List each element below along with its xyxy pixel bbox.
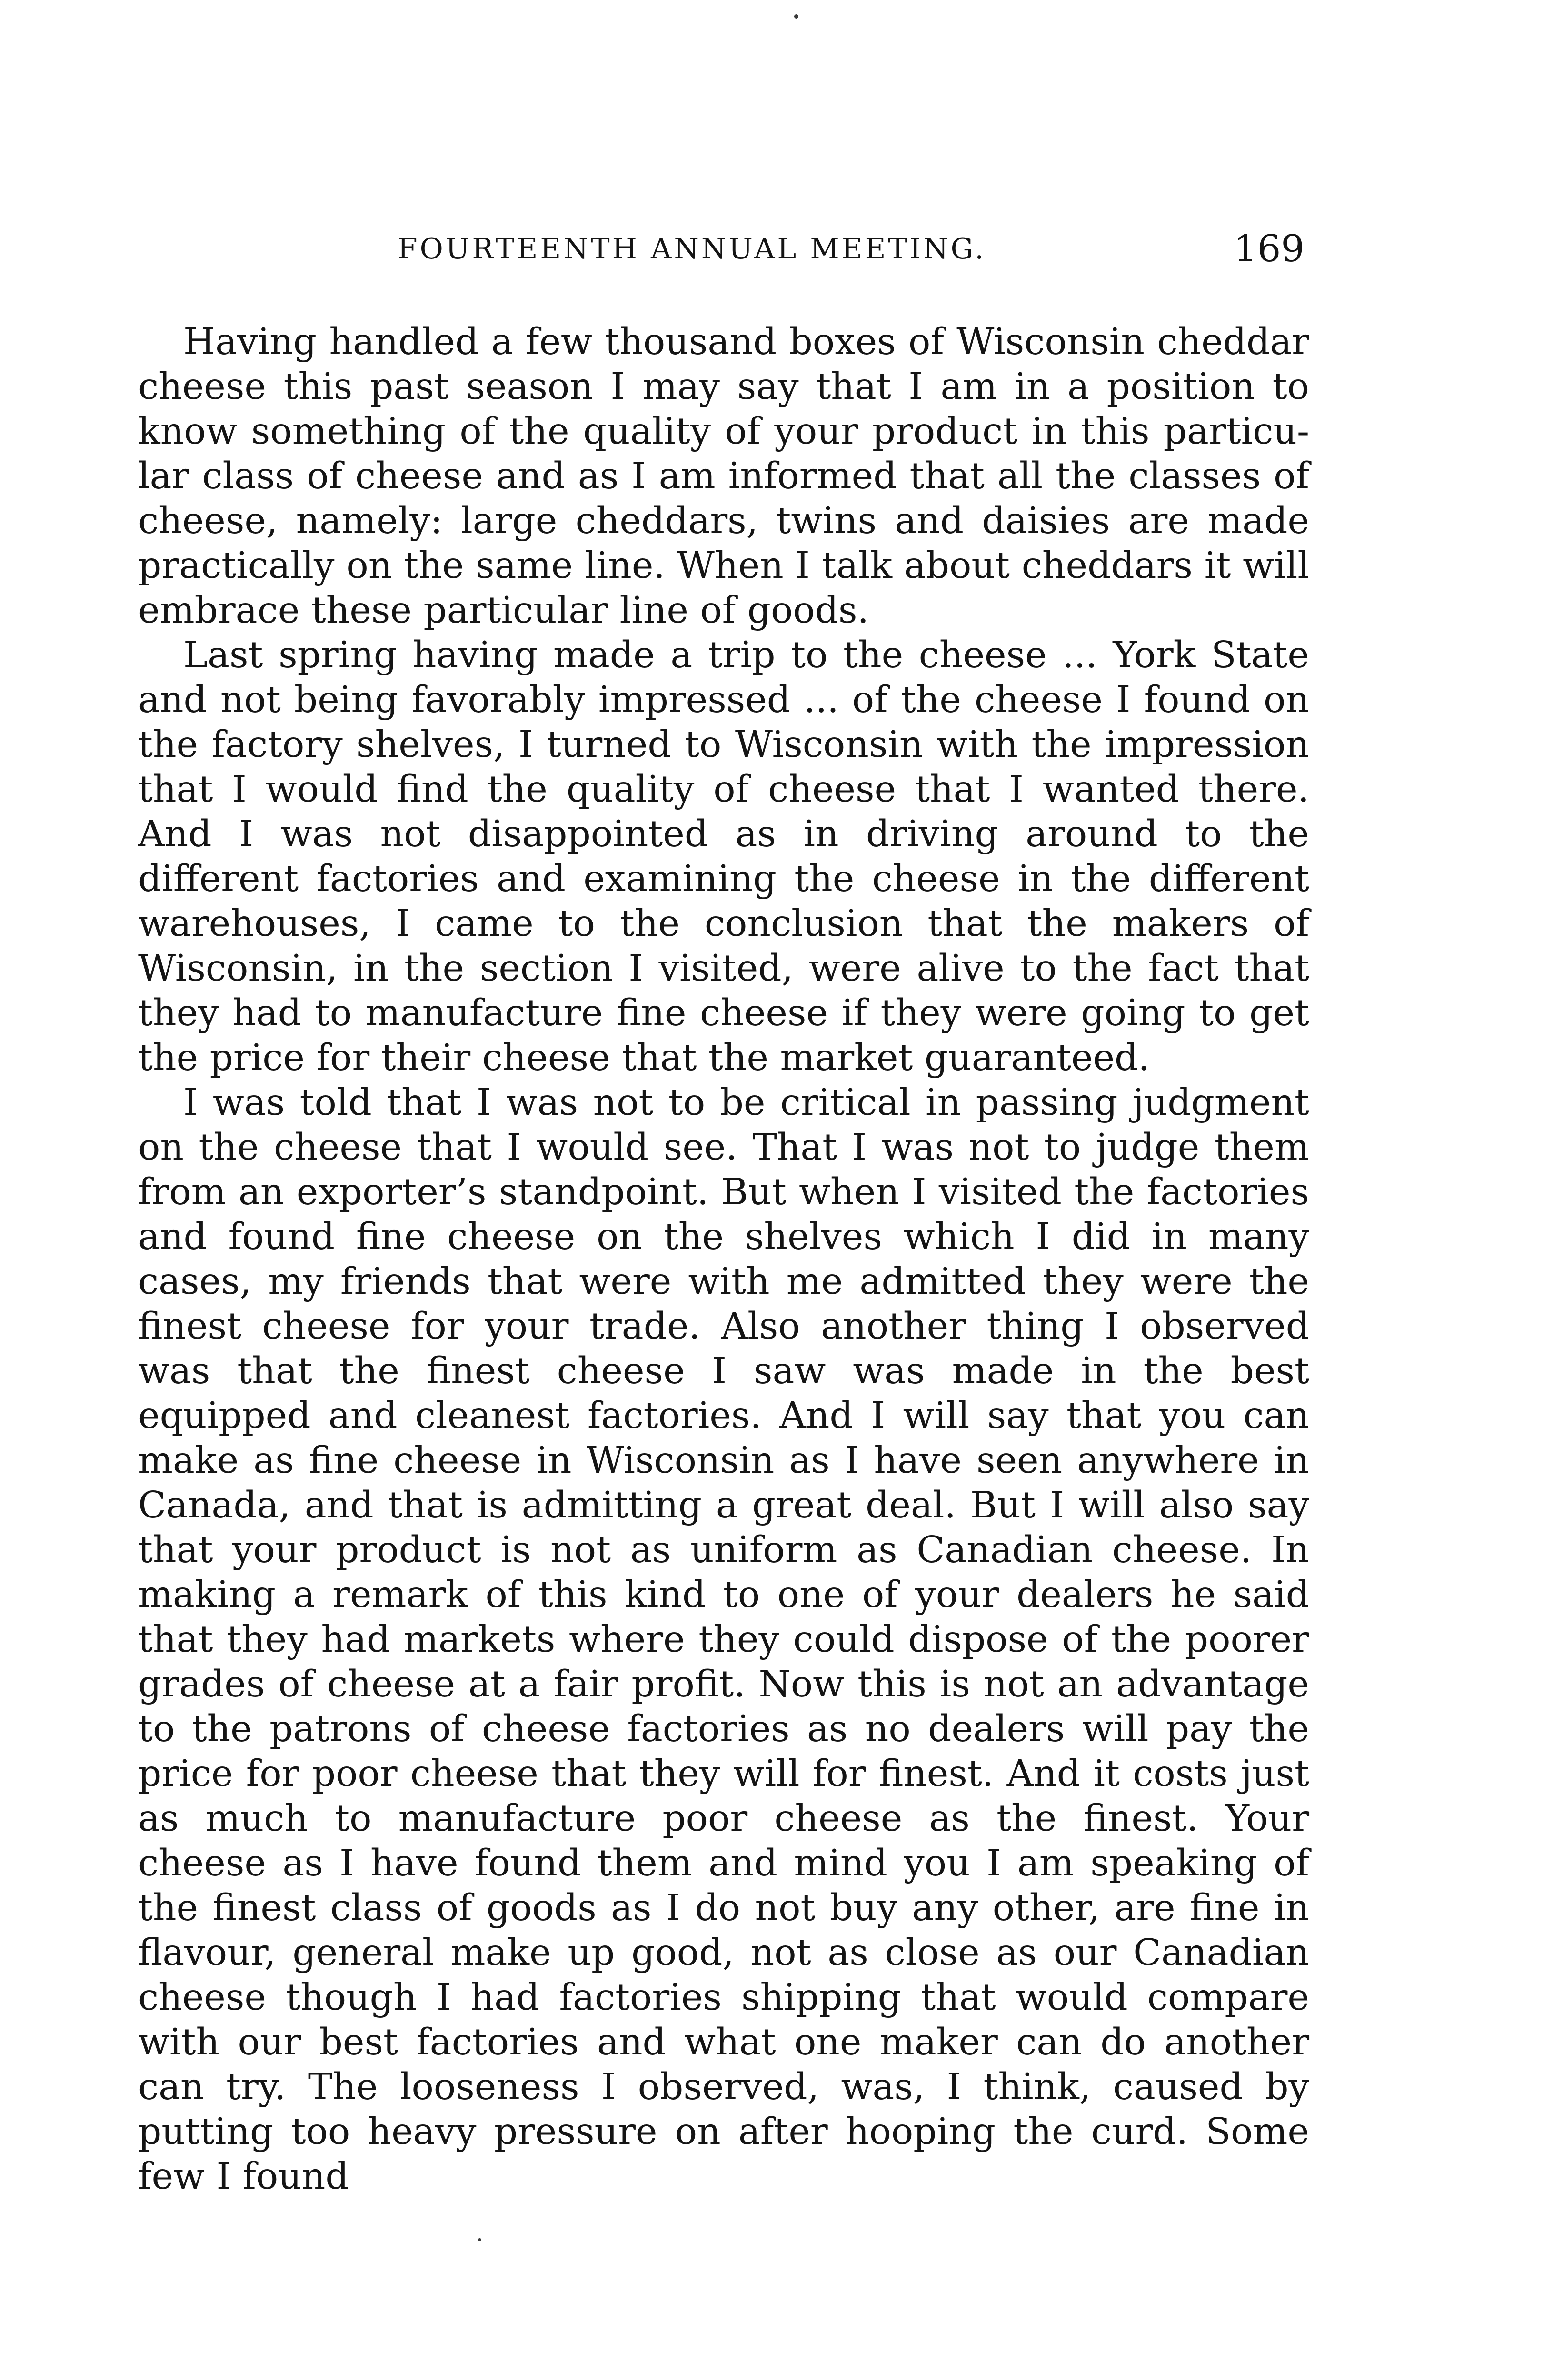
running-title: FOURTEENTH ANNUAL MEETING. <box>398 232 986 266</box>
paragraph-wisconsin-cheddar: Having handled a few thousand boxes of Wisconsin cheddar cheese this past season I may say that I am in a position to know something of the quality of your product in this particular class of cheese and as I am informed that all the classes of cheese, namely: large cheddars, twins and daisies are made practically on the same line. When I talk about cheddars it will embrace these particular line of goods. <box>138 321 1309 632</box>
ink-speck <box>794 14 798 19</box>
page-number: 169 <box>1234 228 1305 270</box>
running-head <box>186 228 1305 280</box>
paragraph-spring-trip: Last spring having made a trip to the cheese ... York State and not being favorably impressed ... of the cheese I found on the factory shelves, I turned to Wisconsin with the impression that I would find the quality of cheese that I wanted there. And I was not disappointed as in driving around to the different factories and examining the cheese in the different warehouses, I came to the conclusion that the makers of Wisconsin, in the section I visited, were alive to the fact that they had to manufacture fine cheese if they were going to get the price for their cheese that the market guaranteed. <box>138 634 1309 1079</box>
ink-speck <box>478 2238 481 2241</box>
body-text <box>138 320 1309 2199</box>
paragraph-critical-judgment: I was told that I was not to be critical in passing judgment on the cheese that I would see. That I was not to judge them from an exporter’s standpoint. But when I visited the factories and found fine cheese on the shelves which I did in many cases, my friends that were with me admitted they were the finest cheese for your trade. Also another thing I observed was that the finest cheese I saw was made in the best equipped and cleanest factories. And I will say that you can make as fine cheese in Wisconsin as I have seen anywhere in Canada, and that is admitting a great deal. But I will also say that your product is not as uniform as Canadian cheese. In making a remark of this kind to one of your dealers he said that they had markets where they could dispose of the poorer grades of cheese at a fair profit. Now this is not an advantage to the patrons of cheese factories as no dealers will pay the price for poor cheese that they will for finest. And it costs just as much to manufacture poor cheese as the finest. Your cheese as I have found them and mind you I am speaking of the finest class of goods as I do not buy any other, are fine in flavour, general make up good, not as close as our Canadian cheese though I had factories shipping that would compare with our best factories and what one maker can do another can try. The looseness I observed, was, I think, caused by putting too heavy pressure on after hooping the curd. Some few I found <box>138 1081 1309 2198</box>
